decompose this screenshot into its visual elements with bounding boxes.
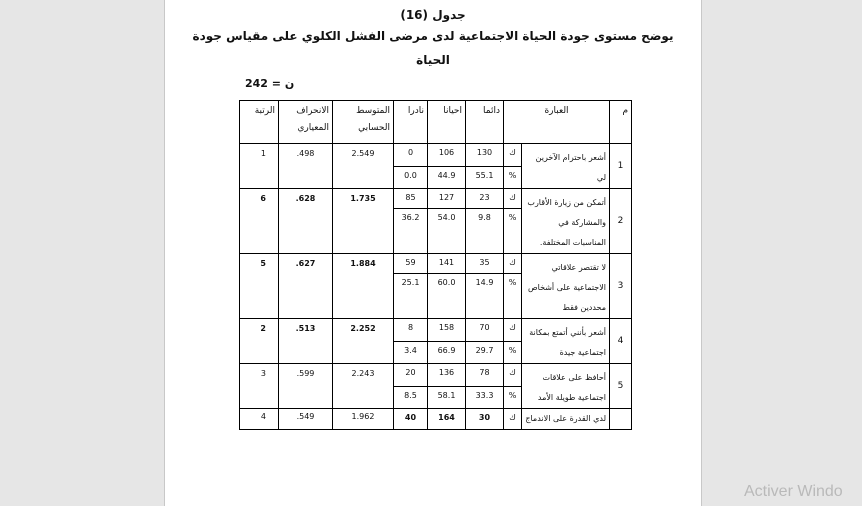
row-index: 4 xyxy=(610,319,632,364)
row-statement: لا تقتصر علاقاتي الاجتماعية على أشخاص محددين فقط xyxy=(522,254,610,319)
pct-rarely: 36.2 xyxy=(394,208,428,253)
count-label: ك xyxy=(504,254,522,274)
pct-always: 33.3 xyxy=(466,386,504,409)
header-sd: الانحراف المعياري xyxy=(279,101,333,144)
pct-always: 55.1 xyxy=(466,166,504,189)
rank-value: 5 xyxy=(240,254,279,319)
rank-value: 4 xyxy=(240,409,279,430)
count-label: ك xyxy=(504,409,522,430)
count-sometimes: 164 xyxy=(428,409,466,430)
mean-value: 2.549 xyxy=(333,144,394,189)
mean-value: 1.962 xyxy=(333,409,394,430)
table-title-cont: الحياة xyxy=(416,53,450,67)
pct-always: 29.7 xyxy=(466,341,504,364)
sd-value: 599. xyxy=(279,364,333,409)
count-rarely: 40 xyxy=(394,409,428,430)
count-sometimes: 136 xyxy=(428,364,466,387)
count-sometimes: 127 xyxy=(428,189,466,209)
count-always: 30 xyxy=(466,409,504,430)
pct-always: 9.8 xyxy=(466,208,504,253)
count-always: 23 xyxy=(466,189,504,209)
percent-label: % xyxy=(504,341,522,364)
count-always: 78 xyxy=(466,364,504,387)
count-always: 70 xyxy=(466,319,504,342)
table-number: جدول (16) xyxy=(400,8,466,22)
row-index: 2 xyxy=(610,189,632,254)
rank-value: 2 xyxy=(240,319,279,364)
count-label: ك xyxy=(504,189,522,209)
pct-sometimes: 44.9 xyxy=(428,166,466,189)
percent-label: % xyxy=(504,386,522,409)
table-row xyxy=(240,144,632,167)
header-always: دائما xyxy=(466,101,504,144)
count-sometimes: 158 xyxy=(428,319,466,342)
header-mean: المتوسط الحسابي xyxy=(333,101,394,144)
count-label: ك xyxy=(504,364,522,387)
mean-value: 2.252 xyxy=(333,319,394,364)
row-statement: لدي القدرة على الاندماج xyxy=(522,409,610,430)
rank-value: 3 xyxy=(240,364,279,409)
count-rarely: 20 xyxy=(394,364,428,387)
sd-value: 549. xyxy=(279,409,333,430)
sample-size: ن = 242 xyxy=(245,77,295,90)
pct-rarely: 25.1 xyxy=(394,273,428,318)
count-label: ك xyxy=(504,144,522,167)
table-row xyxy=(240,189,632,209)
count-rarely: 85 xyxy=(394,189,428,209)
count-rarely: 59 xyxy=(394,254,428,274)
pct-sometimes: 54.0 xyxy=(428,208,466,253)
mean-value: 2.243 xyxy=(333,364,394,409)
sd-value: 513. xyxy=(279,319,333,364)
row-statement: أتمكن من زيارة الأقارب والمشاركة في المناسبات المختلفة. xyxy=(522,189,610,254)
results-table xyxy=(239,100,632,430)
pct-rarely: 0.0 xyxy=(394,166,428,189)
row-index: 5 xyxy=(610,364,632,409)
pct-always: 14.9 xyxy=(466,273,504,318)
table-title: يوضح مستوى جودة الحياة الاجتماعية لدى مرضى الفشل الكلوي على مقياس جودة xyxy=(192,29,674,43)
header-rarely: نادرا xyxy=(394,101,428,144)
count-rarely: 8 xyxy=(394,319,428,342)
table-row xyxy=(240,364,632,387)
header-sometimes: احيانا xyxy=(428,101,466,144)
pct-sometimes: 66.9 xyxy=(428,341,466,364)
document-page xyxy=(164,0,702,506)
pct-rarely: 8.5 xyxy=(394,386,428,409)
rank-value: 1 xyxy=(240,144,279,189)
count-label: ك xyxy=(504,319,522,342)
row-index: 1 xyxy=(610,144,632,189)
pct-rarely: 3.4 xyxy=(394,341,428,364)
sd-value: 498. xyxy=(279,144,333,189)
table-row xyxy=(240,254,632,274)
pct-sometimes: 60.0 xyxy=(428,273,466,318)
header-row xyxy=(240,101,632,144)
activation-watermark: Activer Windo xyxy=(744,483,843,500)
table-row xyxy=(240,319,632,342)
row-statement: أشعر باحترام الآخرين لي xyxy=(522,144,610,189)
row-index: 3 xyxy=(610,254,632,319)
rank-value: 6 xyxy=(240,189,279,254)
sd-value: 627. xyxy=(279,254,333,319)
mean-value: 1.735 xyxy=(333,189,394,254)
count-always: 130 xyxy=(466,144,504,167)
row-statement: أشعر بأنني أتمتع بمكانة اجتماعية جيدة xyxy=(522,319,610,364)
header-statement: العبارة xyxy=(504,101,610,144)
percent-label: % xyxy=(504,273,522,318)
count-rarely: 0 xyxy=(394,144,428,167)
table-row xyxy=(240,409,632,430)
header-rank: الرتبة xyxy=(240,101,279,144)
count-sometimes: 141 xyxy=(428,254,466,274)
count-sometimes: 106 xyxy=(428,144,466,167)
percent-label: % xyxy=(504,166,522,189)
sd-value: 628. xyxy=(279,189,333,254)
header-index: م xyxy=(610,101,632,144)
mean-value: 1.884 xyxy=(333,254,394,319)
count-always: 35 xyxy=(466,254,504,274)
pct-sometimes: 58.1 xyxy=(428,386,466,409)
row-statement: أحافظ على علاقات اجتماعية طويلة الأمد xyxy=(522,364,610,409)
row-index xyxy=(610,409,632,430)
percent-label: % xyxy=(504,208,522,253)
